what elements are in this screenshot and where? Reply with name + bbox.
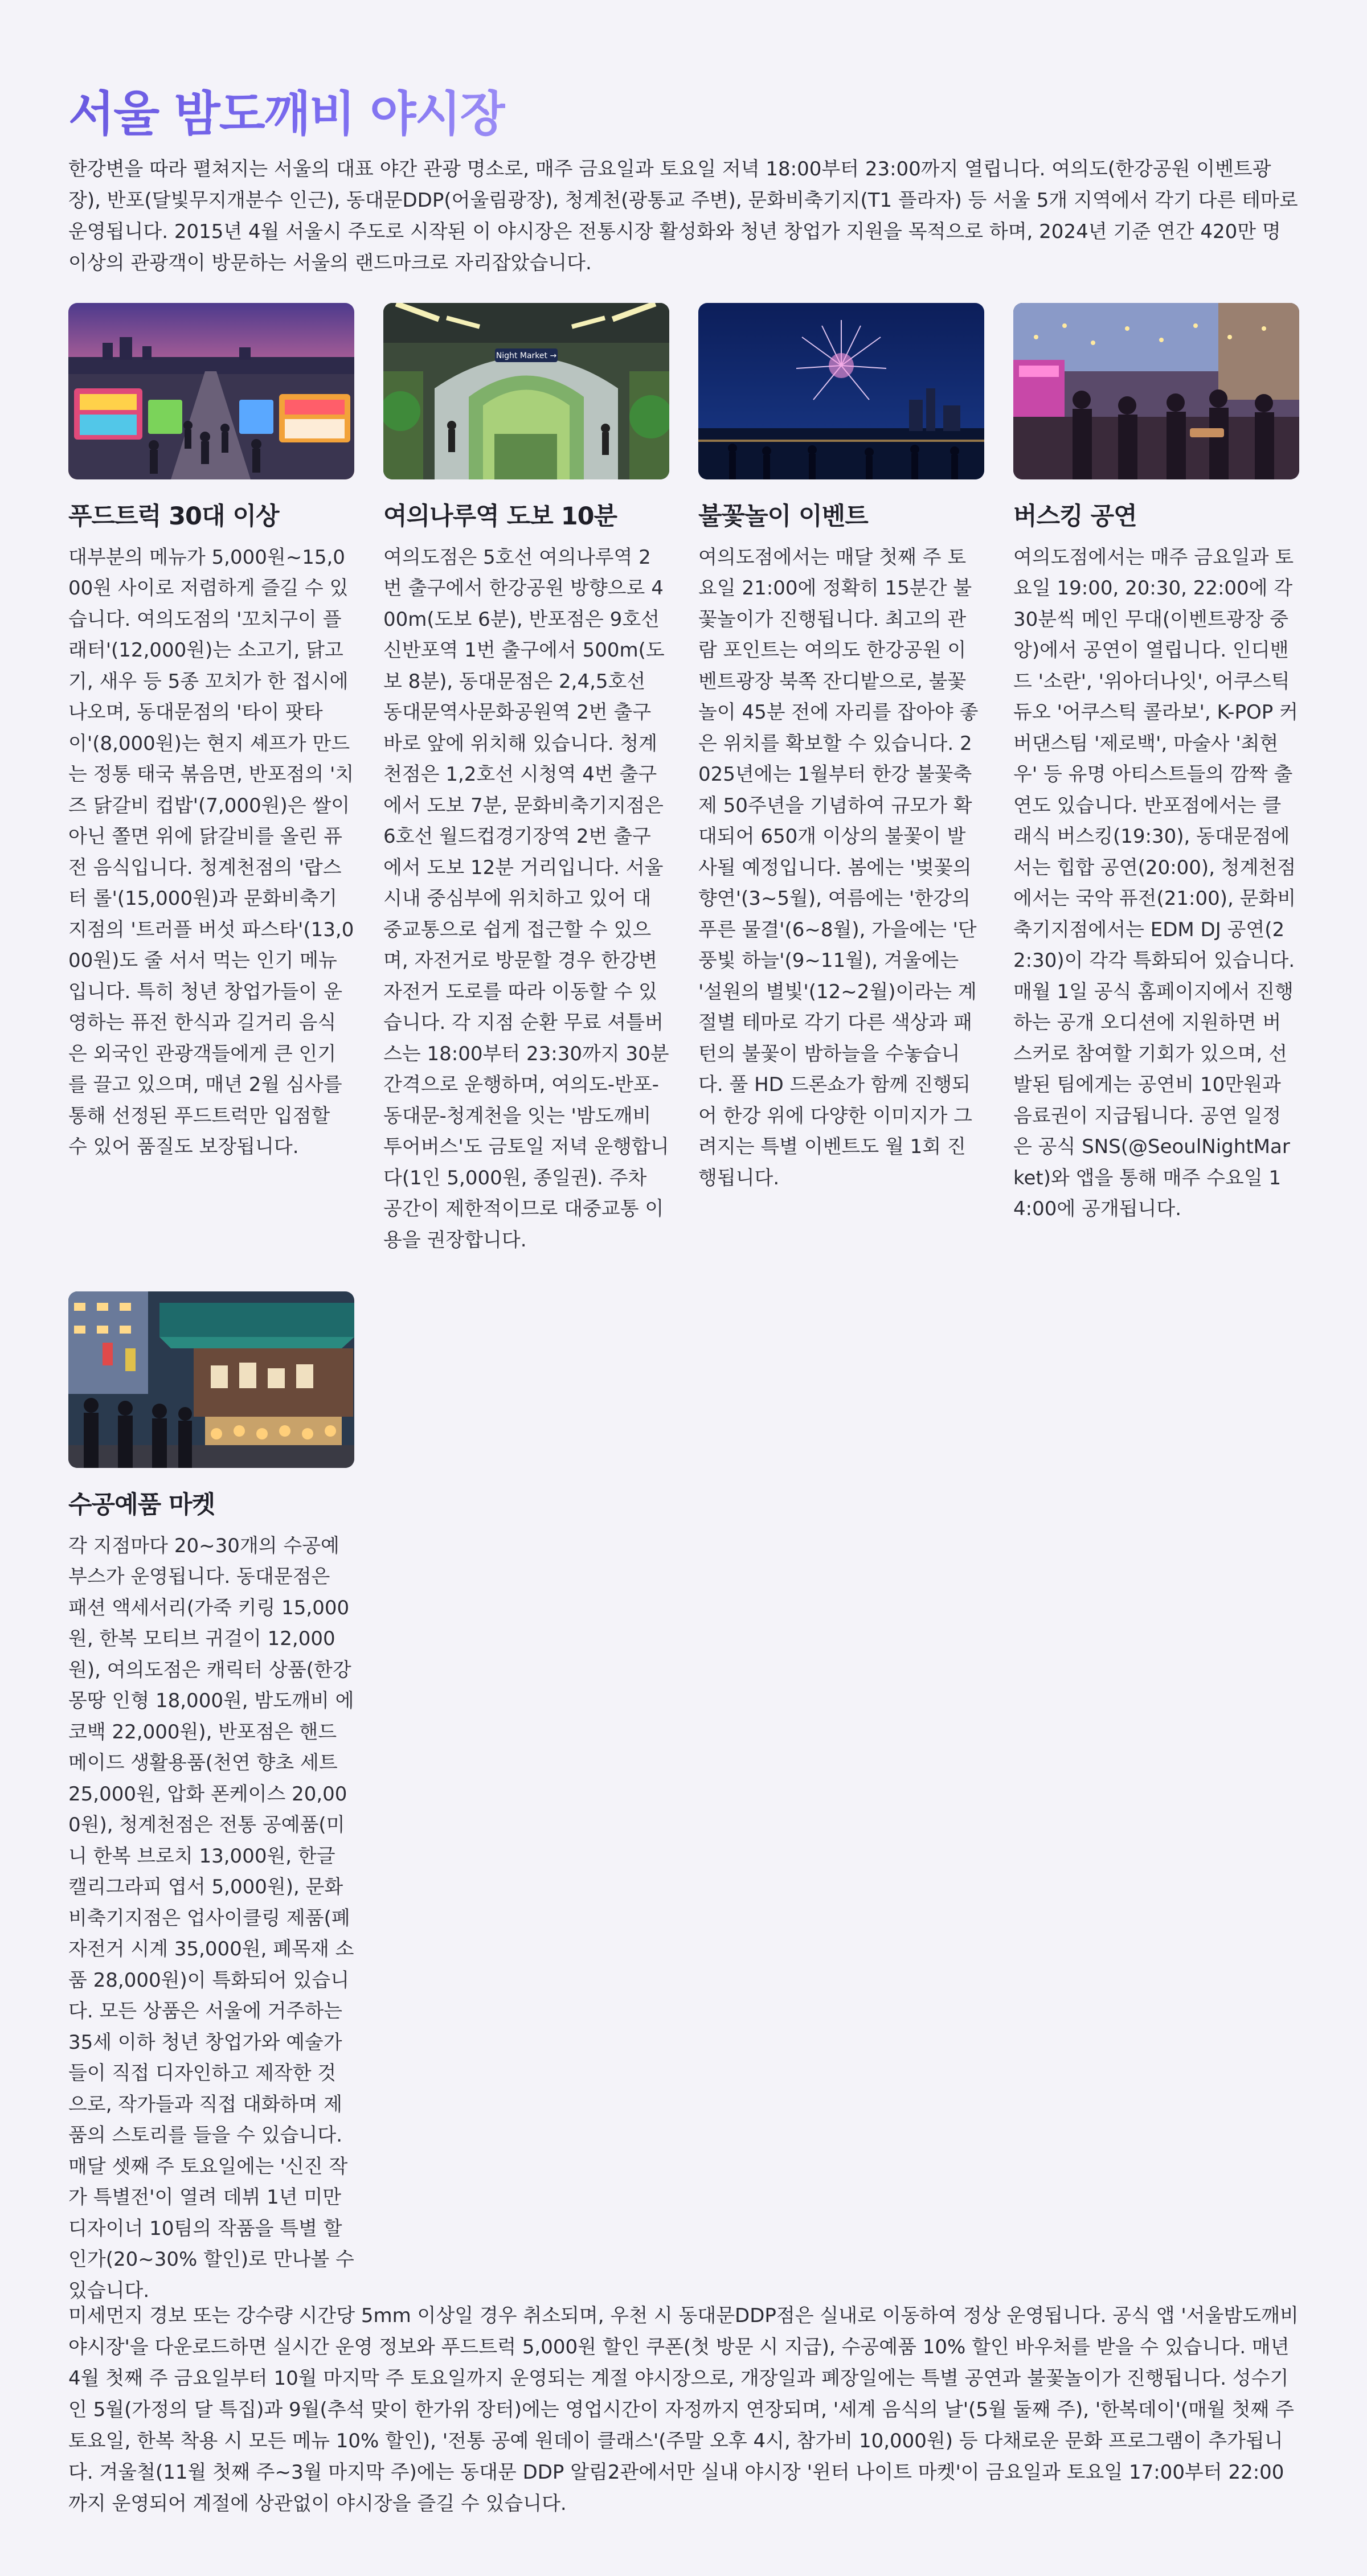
card-title: 여의나루역 도보 10분 (383, 502, 617, 531)
card-title: 수공예품 마켓 (68, 1491, 215, 1519)
food-truck-photo (68, 303, 354, 479)
card-title: 버스킹 공연 (1013, 502, 1137, 531)
card-body: 여의도점에서는 매달 첫째 주 토요일 21:00에 정확히 15분간 불꽃놀이가 진행됩니다. 최고의 관람 포인트는 여의도 한강공원 이벤트광장 북쪽 잔디밭으로, 불꽃놀이 45분 전에 자리를 잡아야 좋은 위치를 확보할 수 있습니다. 2025년에는 1월부터 한강 불꽃축제 50주년을 기념하여 규모가 확대되어 650개 이상의 불꽃이 발사될 예정입니다. 봄에는 '벚꽃의 향연'(3~5월), 여름에는 '한강의 푸른 물결'(6~8월), 가을에는 '단풍빛 하늘'(9~11월), 겨울에는 '설원의 별빛'(12~2월)이라는 계절별 테마로 각기 다른 색상과 패턴의 불꽃이 밤하늘을 수놓습니다. 풀 HD 드론쇼가 함께 진행되어 한강 위에 다양한 이미지가 그려지는 특별 이벤트도 월 1회 진행됩니다. (698, 545, 979, 1189)
card-body: 대부분의 메뉴가 5,000원~15,000원 사이로 저렴하게 즐길 수 있습니다. 여의도점의 '꼬치구이 플래터'(12,000원)는 소고기, 닭고기, 새우 등 5종 꼬치가 한 접시에 나오며, 동대문점의 '타이 팟타이'(8,000원)는 현지 셰프가 만드는 정통 태국 볶음면, 반포점의 '치즈 닭갈비 컵밥'(7,000원)은 쌀이 아닌 쫄면 위에 닭갈비를 올린 퓨전 음식입니다. 청계천점의 '랍스터 롤'(15,000원)과 문화비축기지점의 '트러플 버섯 파스타'(13,000원)도 줄 서서 먹는 인기 메뉴입니다. 특히 청년 창업가들이 운영하는 퓨전 한식과 길거리 음식은 외국인 관광객들에게 큰 인기를 끌고 있으며, 매년 2월 심사를 통해 선정된 푸드트럭만 입점할 수 있어 품질도 보장됩니다. (68, 545, 354, 1159)
card-body: 여의도점은 5호선 여의나루역 2번 출구에서 한강공원 방향으로 400m(도보 6분), 반포점은 9호선 신반포역 1번 출구에서 500m(도보 8분), 동대문점은 2,4,5호선 동대문역사문화공원역 2번 출구 바로 앞에 위치해 있습니다. 청계천점은 1,2호선 시청역 4번 출구에서 도보 7분, 문화비축기지점은 6호선 월드컵경기장역 2번 출구에서 도보 12분 거리입니다. 서울 시내 중심부에 위치하고 있어 대중교통으로 쉽게 접근할 수 있으며, 자전거로 방문할 경우 한강변 자전거 도로를 따라 이동할 수 있습니다. 각 지점 순환 무료 셔틀버스는 18:00부터 23:30까지 30분 간격으로 운행하며, 여의도-반포-동대문-청계천을 잇는 '밤도깨비 투어버스'도 금토일 저녁 운행합니다(1인 5,000원, 종일권). 주차 공간이 제한적이므로 대중교통 이용을 권장합니다. (383, 545, 669, 1252)
feature-card-station (383, 303, 669, 1256)
night-market-sign: Night Market → (496, 351, 557, 360)
page-title: 서울 밤도깨비 야시장 (68, 86, 505, 142)
busking-photo (1013, 303, 1299, 479)
feature-card-busking (1013, 303, 1299, 1225)
card-title: 불꽃놀이 이벤트 (698, 502, 868, 531)
craft-market-photo (68, 1291, 354, 1468)
card-body: 여의도점에서는 매주 금요일과 토요일 19:00, 20:30, 22:00에 각 30분씩 메인 무대(이벤트광장 중앙)에서 공연이 열립니다. 인디밴드 '소란', '위아더나잇', 어쿠스틱 듀오 '어쿠스틱 콜라보', K-POP 커버댄스팀 '제로백', 마술사 '최현우' 등 유명 아티스트들의 깜짝 출연도 있습니다. 반포점에서는 클래식 버스킹(19:30), 동대문점에서는 힙합 공연(20:00), 청계천점에서는 국악 퓨전(21:00), 문화비축기지점에서는 EDM DJ 공연(22:30)이 각각 특화되어 있습니다. 매월 1일 공식 홈페이지에서 진행하는 공개 오디션에 지원하면 버스커로 참여할 기회가 있으며, 선발된 팀에게는 공연비 10만원과 음료권이 지급됩니다. 공연 일정은 공식 SNS(@SeoulNightMarket)와 앱을 통해 매주 수요일 14:00에 공개됩니다. (1013, 545, 1298, 1221)
station-tunnel-photo (383, 303, 669, 479)
card-body: 각 지점마다 20~30개의 수공예 부스가 운영됩니다. 동대문점은 패션 액세서리(가죽 키링 15,000원, 한복 모티브 귀걸이 12,000원), 여의도점은 캐릭터 상품(한강 몽땅 인형 18,000원, 밤도깨비 에코백 22,000원), 반포점은 핸드메이드 생활용품(천연 향초 세트 25,000원, 압화 폰케이스 20,000원), 청계천점은 전통 공예품(미니 한복 브로치 13,000원, 한글 캘리그라피 엽서 5,000원), 문화비축기지점은 업사이클링 제품(폐자전거 시계 35,000원, 폐목재 소품 28,000원)이 특화되어 있습니다. 모든 상품은 서울에 거주하는 35세 이하 청년 창업가와 예술가들이 직접 디자인하고 제작한 것으로, 작가들과 직접 대화하며 제품의 스토리를 들을 수 있습니다. 매달 셋째 주 토요일에는 '신진 작가 특별전'이 열려 데뷔 1년 미만 디자이너 10팀의 작품을 특별 할인가(20~30% 할인)로 만나볼 수 있습니다. (68, 1534, 354, 2302)
footer-paragraph: 미세먼지 경보 또는 강수량 시간당 5mm 이상일 경우 취소되며, 우천 시 동대문DDP점은 실내로 이동하여 정상 운영됩니다. 공식 앱 '서울밤도깨비야시장'을 다운로드하면 실시간 운영 정보와 푸드트럭 5,000원 할인 쿠폰(첫 방문 시 지급), 수공예품 10% 할인 바우처를 받을 수 있습니다. 매년 4월 첫째 주 금요일부터 10월 마지막 주 토요일까지 운영되는 계절 야시장으로, 개장일과 폐장일에는 특별 공연과 불꽃놀이가 진행됩니다. 성수기인 5월(가정의 달 특집)과 9월(추석 맞이 한가위 장터)에는 영업시간이 자정까지 연장되며, '세계 음식의 날'(5월 둘째 주), '한복데이'(매월 첫째 주 토요일, 한복 착용 시 모든 메뉴 10% 할인), '전통 공예 원데이 클래스'(주말 오후 4시, 참가비 10,000원) 등 다채로운 문화 프로그램이 추가됩니다. 겨울철(11월 첫째 주~3월 마지막 주)에는 동대문 DDP 알림2관에서만 실내 야시장 '윈터 나이트 마켓'이 금요일과 토요일 17:00부터 22:00까지 운영되어 계절에 상관없이 야시장을 즐길 수 있습니다. (68, 2304, 1299, 2515)
fireworks-photo (698, 303, 984, 479)
feature-card-food-trucks (68, 303, 354, 1163)
feature-card-crafts (68, 1291, 354, 2306)
feature-card-fireworks (698, 303, 984, 1193)
card-title: 푸드트럭 30대 이상 (68, 502, 279, 531)
intro-paragraph: 한강변을 따라 펼쳐지는 서울의 대표 야간 관광 명소로, 매주 금요일과 토요일 저녁 18:00부터 23:00까지 열립니다. 여의도(한강공원 이벤트광장), 반포(달빛무지개분수 인근), 동대문DDP(어울림광장), 청계천(광통교 주변), 문화비축기지(T1 플라자) 등 서울 5개 지역에서 각기 다른 테마로 운영됩니다. 2015년 4월 서울시 주도로 시작된 이 야시장은 전통시장 활성화와 청년 창업가 지원을 목적으로 하며, 2024년 기준 연간 420만 명 이상의 관광객이 방문하는 서울의 랜드마크로 자리잡았습니다. (68, 158, 1298, 274)
